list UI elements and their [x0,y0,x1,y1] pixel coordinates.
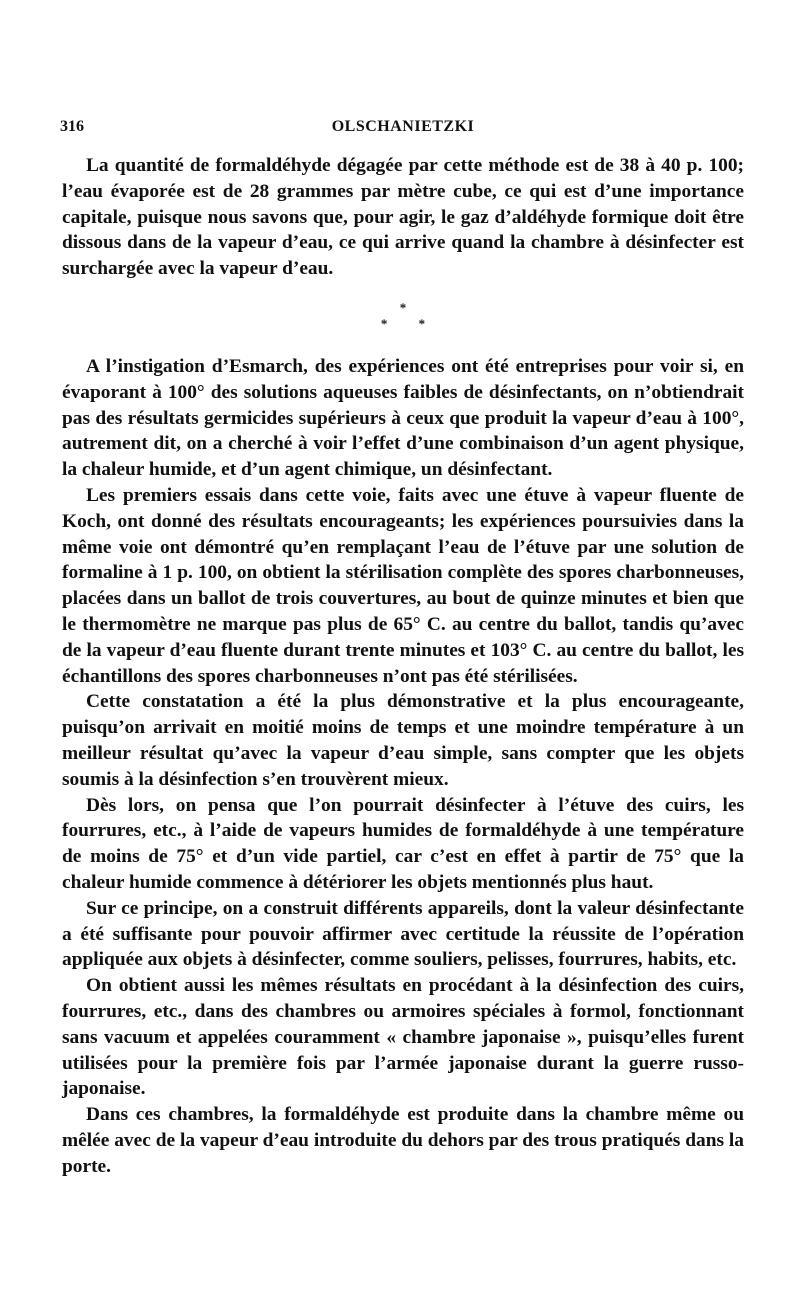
paragraph: Sur ce principe, on a construit différents appareils, dont la valeur désinfectante a été suffisante pour pouvoir affirmer avec certitude la réussite de l’opération appliquée aux objets à désinfecter, comme souliers, pelisses, fourrures, habits, etc. [62,897,744,971]
page-header [62,118,744,142]
text-block-main [62,354,744,1180]
paragraph: Dans ces chambres, la formaldéhyde est produite dans la chambre même ou mêlée avec de la vapeur d’eau introduite du dehors par des trous pratiqués dans la porte. [62,1104,744,1177]
section-asterism [62,300,744,336]
paragraph: Les premiers essais dans cette voie, faits avec une étuve à vapeur fluente de Koch, ont donné des résultats encourageants; les expériences poursuivies dans la même voie ont démontré qu’en remplaçant l’eau de l’étuve par une solution de formaline à 1 p. 100, on obtient la stérilisation complète des spores charbonneuses, placées dans un ballot de trois couvertures, au bout de quinze minutes et bien que le thermomètre ne marque pas plus de 65° C. au centre du ballot, tandis qu’avec de la vapeur d’eau fluente durant trente minutes et 103° C. au centre du ballot, les échantillons des spores charbonneuses n’ont pas été stérilisées. [62,484,744,687]
paragraph: Dès lors, on pensa que l’on pourrait désinfecter à l’étuve des cuirs, les fourrures, etc., à l’aide de vapeurs humides de formaldéhyde à une température de moins de 75° et d’un vide partiel, car c’est en effet à partir de 75° que la chaleur humide commence à détériorer les objets mentionnés plus haut. [62,794,744,893]
page-number: 316 [60,118,84,135]
paragraph: La quantité de formaldéhyde dégagée par cette méthode est de 38 à 40 p. 100; l’eau évaporée est de 28 grammes par mètre cube, ce qui est d’une importance capitale, puisque nous savons que, pour agir, le gaz d’aldéhyde formique doit être dissous dans de la vapeur d’eau, ce qui arrive quand la chambre à désinfecter est surchargée avec la vapeur d’eau. [62,155,744,280]
paragraph: A l’instigation d’Esmarch, des expériences ont été entreprises pour voir si, en évaporant à 100° des solutions aqueuses faibles de désinfectants, on n’obtiendrait pas des résultats germicides supérieurs à ceux que produit la vapeur d’eau à 100°, autrement dit, on a cherché à voir l’effet d’une combinaison d’un agent physique, la chaleur humide, et d’un agent chimique, un désinfectant. [62,356,744,481]
asterism-star-bottom: * * [380,316,440,331]
paragraph: Cette constatation a été la plus démonstrative et la plus encourageante, puisqu’on arrivait en moitié moins de temps et une moindre température à un meilleur résultat qu’avec la vapeur d’eau simple, sans compter que les objets soumis à la désinfection s’en trouvèrent mieux. [62,691,744,790]
running-head: OLSCHANIETZKI [331,118,475,135]
asterism-star-top: * [399,300,407,315]
text-block-top [62,153,744,282]
paragraph: On obtient aussi les mêmes résultats en procédant à la désinfection des cuirs, fourrures, etc., dans des chambres ou armoires spéciales à formol, fonctionnant sans vacuum et appelées couramment « chambre japonaise », puisqu’elles furent utilisées pour la première fois par l’armée japonaise durant la guerre russo-japonaise. [62,975,744,1100]
